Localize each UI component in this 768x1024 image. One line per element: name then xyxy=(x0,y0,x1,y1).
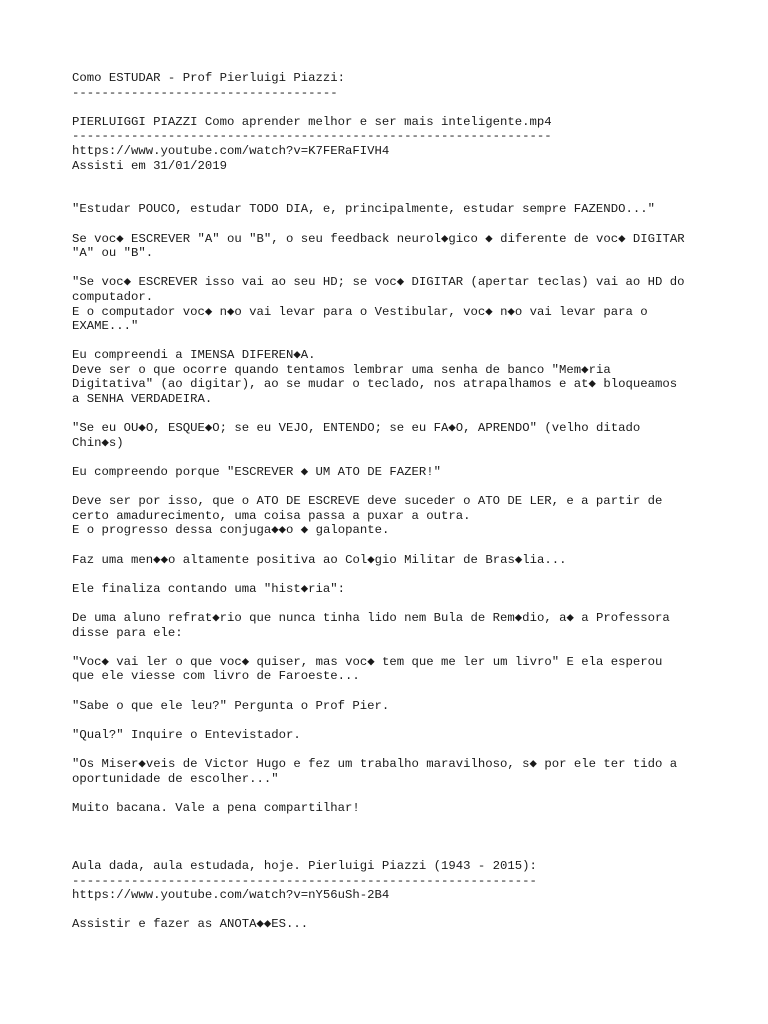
text-line: Assistir e fazer as ANOTA◆◆ES... xyxy=(72,917,309,932)
heading-rule: --------------------------------------------------------------- xyxy=(72,873,537,888)
text-line: E o computador voc◆ n◆o vai levar para o Vestibular, voc◆ n◆o vai levar para o xyxy=(72,304,648,319)
text-line: disse para ele: xyxy=(72,625,183,640)
text-line: E o progresso dessa conjuga◆◆o ◆ galopante. xyxy=(72,523,390,538)
video-url: https://www.youtube.com/watch?v=nY56uSh-2B4 xyxy=(72,888,390,903)
text-line: Digitativa" (ao digitar), ao se mudar o teclado, nos atrapalhamos e at◆ bloqueamos xyxy=(72,377,678,392)
document-page xyxy=(72,71,752,932)
heading-rule: ------------------------------------ xyxy=(72,85,338,100)
text-line: "Se voc◆ ESCREVER isso vai ao seu HD; se voc◆ DIGITAR (apertar teclas) vai ao HD do xyxy=(72,275,685,290)
text-line: Deve ser por isso, que o ATO DE ESCREVE deve suceder o ATO DE LER, e a partir de xyxy=(72,494,663,509)
video-title-rule: ----------------------------------------------------------------- xyxy=(72,129,552,144)
text-line: Eu compreendo porque "ESCREVER ◆ UM ATO DE FAZER!" xyxy=(72,465,441,480)
text-line: Deve ser o que ocorre quando tentamos lembrar uma senha de banco "Mem◆ria xyxy=(72,362,611,377)
text-line: "Sabe o que ele leu?" Pergunta o Prof Pier. xyxy=(72,698,390,713)
text-line: Eu compreendi a IMENSA DIFEREN◆A. xyxy=(72,348,316,363)
text-line: Chin◆s) xyxy=(72,435,124,450)
watched-date: Assisti em 31/01/2019 xyxy=(72,158,227,173)
text-line: Ele finaliza contando uma "hist◆ria": xyxy=(72,581,346,596)
text-line: "A" ou "B". xyxy=(72,246,154,261)
section-heading: Como ESTUDAR - Prof Pierluigi Piazzi: xyxy=(72,71,346,85)
text-line: certo amadurecimento, uma coisa passa a puxar a outra. xyxy=(72,508,471,523)
video-url: https://www.youtube.com/watch?v=K7FERaFIVH4 xyxy=(72,143,390,158)
text-line: "Voc◆ vai ler o que voc◆ quiser, mas voc◆ tem que me ler um livro" E ela esperou xyxy=(72,654,663,669)
text-line: EXAME..." xyxy=(72,319,139,334)
text-line: Muito bacana. Vale a pena compartilhar! xyxy=(72,800,360,815)
text-line: Faz uma men◆◆o altamente positiva ao Col◆gio Militar de Bras◆lia... xyxy=(72,552,567,567)
text-line: "Se eu OU◆O, ESQUE◆O; se eu VEJO, ENTENDO; se eu FA◆O, APRENDO" (velho ditado xyxy=(72,421,641,436)
text-line: oportunidade de escolher..." xyxy=(72,771,279,786)
text-line: De uma aluno refrat◆rio que nunca tinha lido nem Bula de Rem◆dio, a◆ a Professora xyxy=(72,610,670,625)
text-line: computador. xyxy=(72,289,154,304)
section-heading: Aula dada, aula estudada, hoje. Pierluigi Piazzi (1943 - 2015): xyxy=(72,859,537,874)
video-title: PIERLUIGGI PIAZZI Como aprender melhor e ser mais inteligente.mp4 xyxy=(72,114,552,129)
text-line: "Os Miser◆veis de Victor Hugo e fez um trabalho maravilhoso, s◆ por ele ter tido a xyxy=(72,756,678,771)
text-line: Se voc◆ ESCREVER "A" ou "B", o seu feedback neurol◆gico ◆ diferente de voc◆ DIGITAR xyxy=(72,231,685,246)
text-line: a SENHA VERDADEIRA. xyxy=(72,392,213,407)
quote-paragraph: "Estudar POUCO, estudar TODO DIA, e, principalmente, estudar sempre FAZENDO..." xyxy=(72,202,655,217)
text-line: "Qual?" Inquire o Entevistador. xyxy=(72,727,301,742)
text-line: que ele viesse com livro de Faroeste... xyxy=(72,669,360,684)
